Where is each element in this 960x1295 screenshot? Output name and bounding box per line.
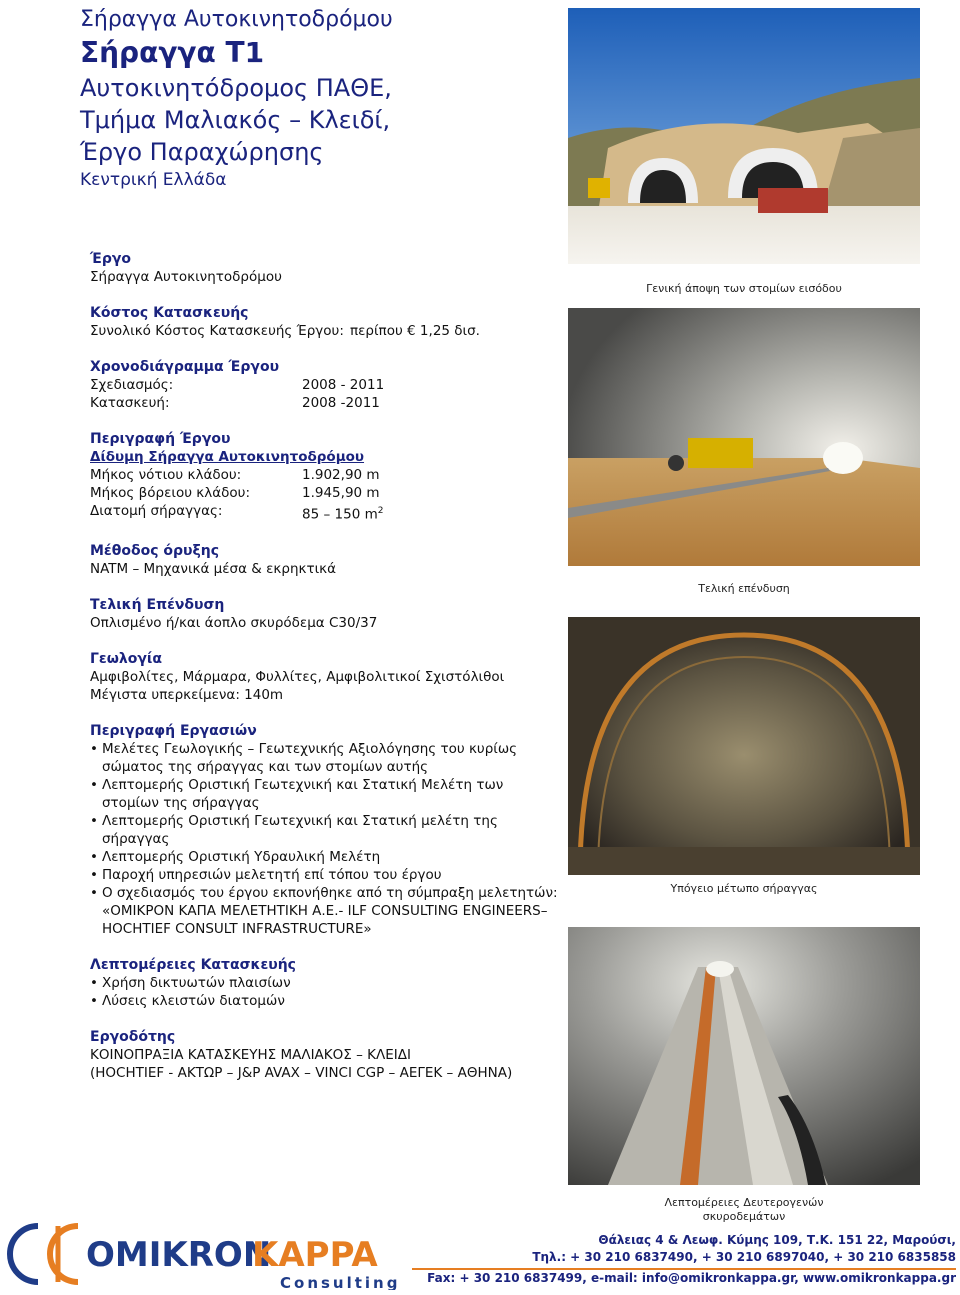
description-subheading: Δίδυμη Σήραγγα Αυτοκινητοδρόμου (90, 449, 365, 465)
list-item: • Χρήση δικτυωτών πλαισίων (102, 974, 560, 992)
details-list (90, 974, 560, 1010)
list-item: • Λεπτομερής Οριστική Γεωτεχνική και Στατική μελέτη της σήραγγας (102, 812, 560, 848)
title-line-1: Αυτοκινητόδρομος ΠΑΘΕ, (80, 74, 392, 102)
lining-value: Οπλισμένο ή/και άοπλο σκυρόδεμα C30/37 (90, 614, 378, 631)
fax-email: Fax: + 30 210 6837499, e-mail: info@omikronkappa.gr, www.omikronkappa.gr (427, 1271, 956, 1285)
portal-photo (568, 8, 920, 264)
description-row: Μήκος νότιου κλάδου: 1.902,90 m (90, 467, 380, 483)
project-category: Σήραγγα Αυτοκινητοδρόμου (80, 7, 393, 32)
photo-caption: Τελική επένδυση (698, 582, 790, 595)
list-item: • Λύσεις κλειστών διατομών (102, 992, 560, 1010)
excavation-heading: Μέθοδος όρυξης (90, 542, 220, 559)
contact-block (408, 1232, 956, 1287)
excavation-value: NATM – Μηχανικά μέσα & εκρηκτικά (90, 560, 337, 577)
address: Θάλειας 4 & Λεωφ. Κύμης 109, Τ.Κ. 151 22, Μαρούσι, (598, 1233, 956, 1247)
project-section (90, 250, 560, 286)
geology-heading: Γεωλογία (90, 650, 162, 667)
list-item: • Λεπτομερής Οριστική Υδραυλική Μελέτη (102, 848, 560, 866)
client-line: ΚΟΙΝΟΠΡΑΞΙΑ ΚΑΤΑΣΚΕΥΗΣ ΜΑΛΙΑΚΟΣ – ΚΛΕΙΔΙ (90, 1046, 411, 1063)
photo-caption: Γενική άποψη των στομίων εισόδου (646, 282, 842, 295)
region: Κεντρική Ελλάδα (80, 170, 227, 190)
client-line: (HOCHTIEF - ΑΚΤΩΡ – J&P AVAX – VINCI CGP – ΑΕΓΕΚ – ΑΘΗΝΑ) (90, 1064, 513, 1081)
client-heading: Εργοδότης (90, 1028, 176, 1045)
lining-section (90, 596, 560, 632)
logo-accent-text: KAPPA (252, 1235, 378, 1275)
title-line-2: Τμήμα Μαλιακός – Κλειδί, (80, 106, 391, 134)
footer-divider (412, 1268, 956, 1270)
title-line-3: Έργο Παραχώρησης (80, 138, 324, 166)
client-section (90, 1028, 560, 1082)
phones: Τηλ.: + 30 210 6837490, + 30 210 6897040, + 30 210 6835858 (532, 1250, 956, 1264)
excavation-section (90, 542, 560, 578)
cost-value: περίπου € 1,25 δισ. (350, 323, 480, 339)
description-heading: Περιγραφή Έργου (90, 431, 231, 447)
logo-sub-text: Consulting (280, 1274, 401, 1290)
details-section (90, 956, 560, 1010)
cost-heading: Κόστος Κατασκευής (90, 305, 249, 321)
schedule-heading: Χρονοδιάγραμμα Έργου (90, 359, 280, 375)
company-logo (4, 1218, 404, 1290)
schedule-row: Κατασκευή: 2008 -2011 (90, 395, 380, 411)
schedule-section (90, 358, 560, 412)
project-details (90, 250, 560, 1100)
photo-caption: Λεπτομέρειες Δευτερογενών (664, 1196, 824, 1209)
page-title: Σήραγγα Τ1 (80, 36, 265, 69)
geology-section (90, 650, 560, 704)
list-item: • Παροχή υπηρεσιών μελετητή επί τόπου του έργου (102, 866, 560, 884)
secondary-concrete-photo (568, 927, 920, 1185)
works-list (90, 740, 560, 938)
lining-photo (568, 308, 920, 566)
project-value: Σήραγγα Αυτοκινητοδρόμου (90, 269, 282, 285)
photo-caption: σκυροδεμάτων (702, 1210, 786, 1223)
description-section (90, 430, 560, 524)
geology-line: Μέγιστα υπερκείμενα: 140m (90, 686, 284, 703)
works-section (90, 722, 560, 938)
cost-section (90, 304, 560, 340)
logo-main-text: OMIKRON (86, 1235, 272, 1275)
lining-heading: Τελική Επένδυση (90, 596, 225, 613)
list-item: • Λεπτομερής Οριστική Γεωτεχνική και Στατική Μελέτη των στομίων της σήραγγας (102, 776, 560, 812)
header-block (80, 6, 550, 192)
list-item: • Μελέτες Γεωλογικής – Γεωτεχνικής Αξιολόγησης του κυρίως σώματος της σήραγγας και των στομίων αυτής (102, 740, 560, 776)
photo-caption: Υπόγειο μέτωπο σήραγγας (670, 882, 818, 895)
project-heading: Έργο (90, 251, 132, 267)
area-superscript: 2 (377, 506, 384, 516)
geology-line: Αμφιβολίτες, Μάρμαρα, Φυλλίτες, Αμφιβολιτικοί Σχιστόλιθοι (90, 668, 505, 685)
description-row: Μήκος βόρειου κλάδου: 1.945,90 m (90, 485, 380, 501)
schedule-row: Σχεδιασμός: 2008 - 2011 (90, 377, 385, 393)
description-row: Διατομή σήραγγας: 85 – 150 $m^2$ (90, 503, 384, 523)
list-item: • Ο σχεδιασμός του έργου εκπονήθηκε από τη σύμπραξη μελετητών: «ΟΜΙΚΡΟΝ ΚΑΠΑ ΜΕΛΕΤΗΤΙΚΗ Α.Ε.- ILF CONSULTING ENGINEERS– HOCHTIEF CONSULT INFRASTRUCTURE» (102, 884, 560, 938)
works-heading: Περιγραφή Εργασιών (90, 722, 257, 739)
face-photo (568, 617, 920, 875)
details-heading: Λεπτομέρειες Κατασκευής (90, 956, 296, 973)
cost-label: Συνολικό Κόστος Κατασκευής Έργου: (90, 323, 344, 339)
